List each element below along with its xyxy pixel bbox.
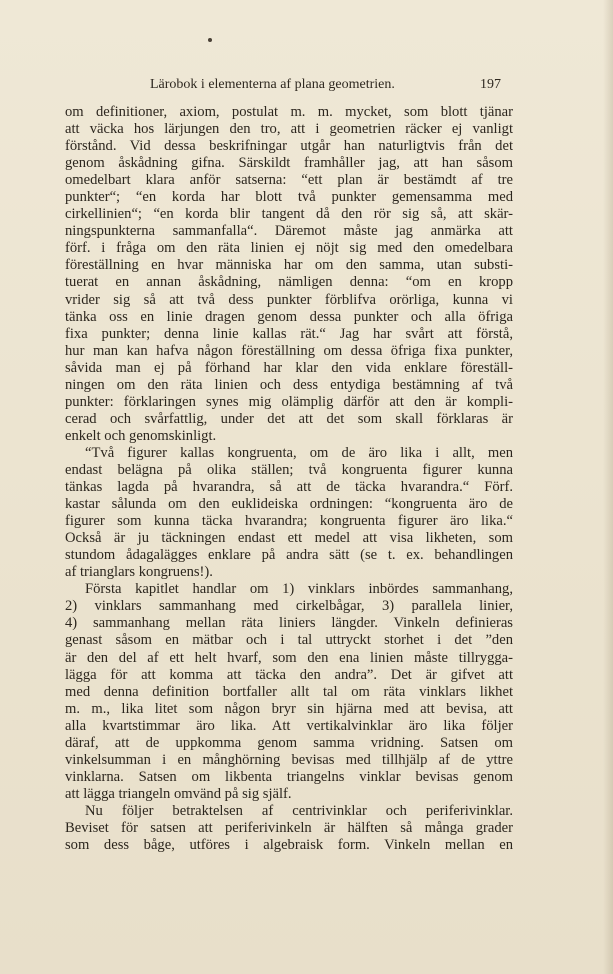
text-line: ningen om den räta linien och dess entydiga bestämning af två xyxy=(65,376,513,393)
page-edge-shadow xyxy=(603,0,613,974)
text-line: Beviset för satsen att periferivinkeln är hälften så många grader xyxy=(65,819,513,836)
text-line: fixa punkter; denna linie kallas rät.“ Jag har svårt att förstå, xyxy=(65,325,513,342)
page-number: 197 xyxy=(480,77,501,92)
text-line: 2) vinklars sammanhang med cirkelbågar, 3) parallela linier, xyxy=(65,598,513,615)
text-line: punkter: förklaringen synes mig olämplig därför att den är kompli- xyxy=(65,393,513,410)
text-line: af trianglars kongruens!). xyxy=(65,564,213,581)
text-line: ningspunkterna sammanfalla“. Däremot måste jag anmärka att xyxy=(65,223,513,240)
body-text xyxy=(65,104,513,854)
text-line: är den del af ett helt hvarf, som den ena linien måste tillrygga- xyxy=(65,649,513,666)
text-line: såvida man ej på förhand har klar den vida enklare föreställ- xyxy=(65,359,513,376)
text-line: enkelt och genomskinligt. xyxy=(65,427,217,444)
text-line: däraf, att de uppkomma genom samma vridning. Satsen om xyxy=(65,734,513,751)
text-line: förstånd. Vid dessa beskrifningar utgår han naturligtvis från det xyxy=(65,138,513,155)
text-line: föreställning en hvar människa har om den samma, utan substi- xyxy=(65,257,513,274)
text-line: punkter“; “en korda har blott två punkter gemensamma med xyxy=(65,189,513,206)
text-line: kastar sålunda om den euklideiska ordningen: “kongruenta äro de xyxy=(65,496,513,513)
text-line: genast såsom en mätbar och i tal uttryckt storhet i det ”den xyxy=(65,632,513,649)
text-line: tänka oss en linie dragen genom dessa punkter och alla öfriga xyxy=(65,308,513,325)
text-line: omedelbart klara anför satserna: “ett plan är bestämdt af tre xyxy=(65,172,513,189)
text-line: tuerat en annan åskådning, nämligen denna: “om en kropp xyxy=(65,274,513,291)
text-line: vrider sig så att två dess punkter förblifva orörliga, kunna vi xyxy=(65,291,513,308)
running-title: Lärobok i elementerna af plana geometrien. xyxy=(150,77,395,92)
text-line: cirkellinien“; “en korda blir tangent då den rör sig så, att skär- xyxy=(65,206,513,223)
text-line: att lägga triangeln omvänd på sig själf. xyxy=(65,785,292,802)
text-line: m. m., lika litet som någon bryr sin hjärna med att bevisa, att xyxy=(65,700,513,717)
text-line: 4) sammanhang mellan räta liniers längder. Vinkeln definieras xyxy=(65,615,513,632)
text-line: Också är ju täckningen endast ett medel att visa likheten, som xyxy=(65,530,513,547)
text-line: med denna definition bortfaller allt tal om räta vinklars likhet xyxy=(65,683,513,700)
text-line: att väcka hos lärjungen den tro, att i geometrien räcker ej vanligt xyxy=(65,121,513,138)
text-line: om definitioner, axiom, postulat m. m. mycket, som blott tjänar xyxy=(65,104,513,120)
text-line: endast belägna på olika ställen; två kongruenta figurer kunna xyxy=(65,461,513,478)
text-line: Nu följer betraktelsen af centrivinklar och periferivinklar. xyxy=(85,802,513,819)
text-line: Första kapitlet handlar om 1) vinklars inbördes sammanhang, xyxy=(85,581,513,598)
text-line: som dess båge, utföres i algebraisk form. Vinkeln mellan en xyxy=(65,837,513,854)
text-line: stundom ådagalägges enklare på andra sätt (se t. ex. behandlingen xyxy=(65,547,513,564)
text-line: vinklarna. Satsen om likbenta triangelns vinklar bevisas genom xyxy=(65,768,513,785)
text-line: figurer som kunna täcka hvarandra; kongruenta figurer äro lika.“ xyxy=(65,513,513,530)
text-line: förf. i fråga om den räta linien ej nöjt sig med den omedelbara xyxy=(65,240,513,257)
text-line: alla kvartstimmar äro lika. Att vertikalvinklar äro lika följer xyxy=(65,717,513,734)
ink-speck xyxy=(208,38,212,42)
text-line: lägga för att komma att täcka den andra”. Det är gifvet att xyxy=(65,666,513,683)
text-line: vinkelsumman i en månghörning bevisas med tillhjälp af de yttre xyxy=(65,751,513,768)
text-line: “Två figurer kallas kongruenta, om de äro lika i allt, men xyxy=(85,444,513,461)
text-line: tänkas lagda på hvarandra, så att de täcka hvarandra.“ Förf. xyxy=(65,479,513,496)
text-line: cerad och svårfattlig, under det att det som skall förklaras är xyxy=(65,410,513,427)
text-line: genom åskådning gifna. Särskildt framhåller jag, att han såsom xyxy=(65,155,513,172)
text-line: hur man kan hafva någon föreställning om dessa öfriga fixa punkter, xyxy=(65,342,513,359)
